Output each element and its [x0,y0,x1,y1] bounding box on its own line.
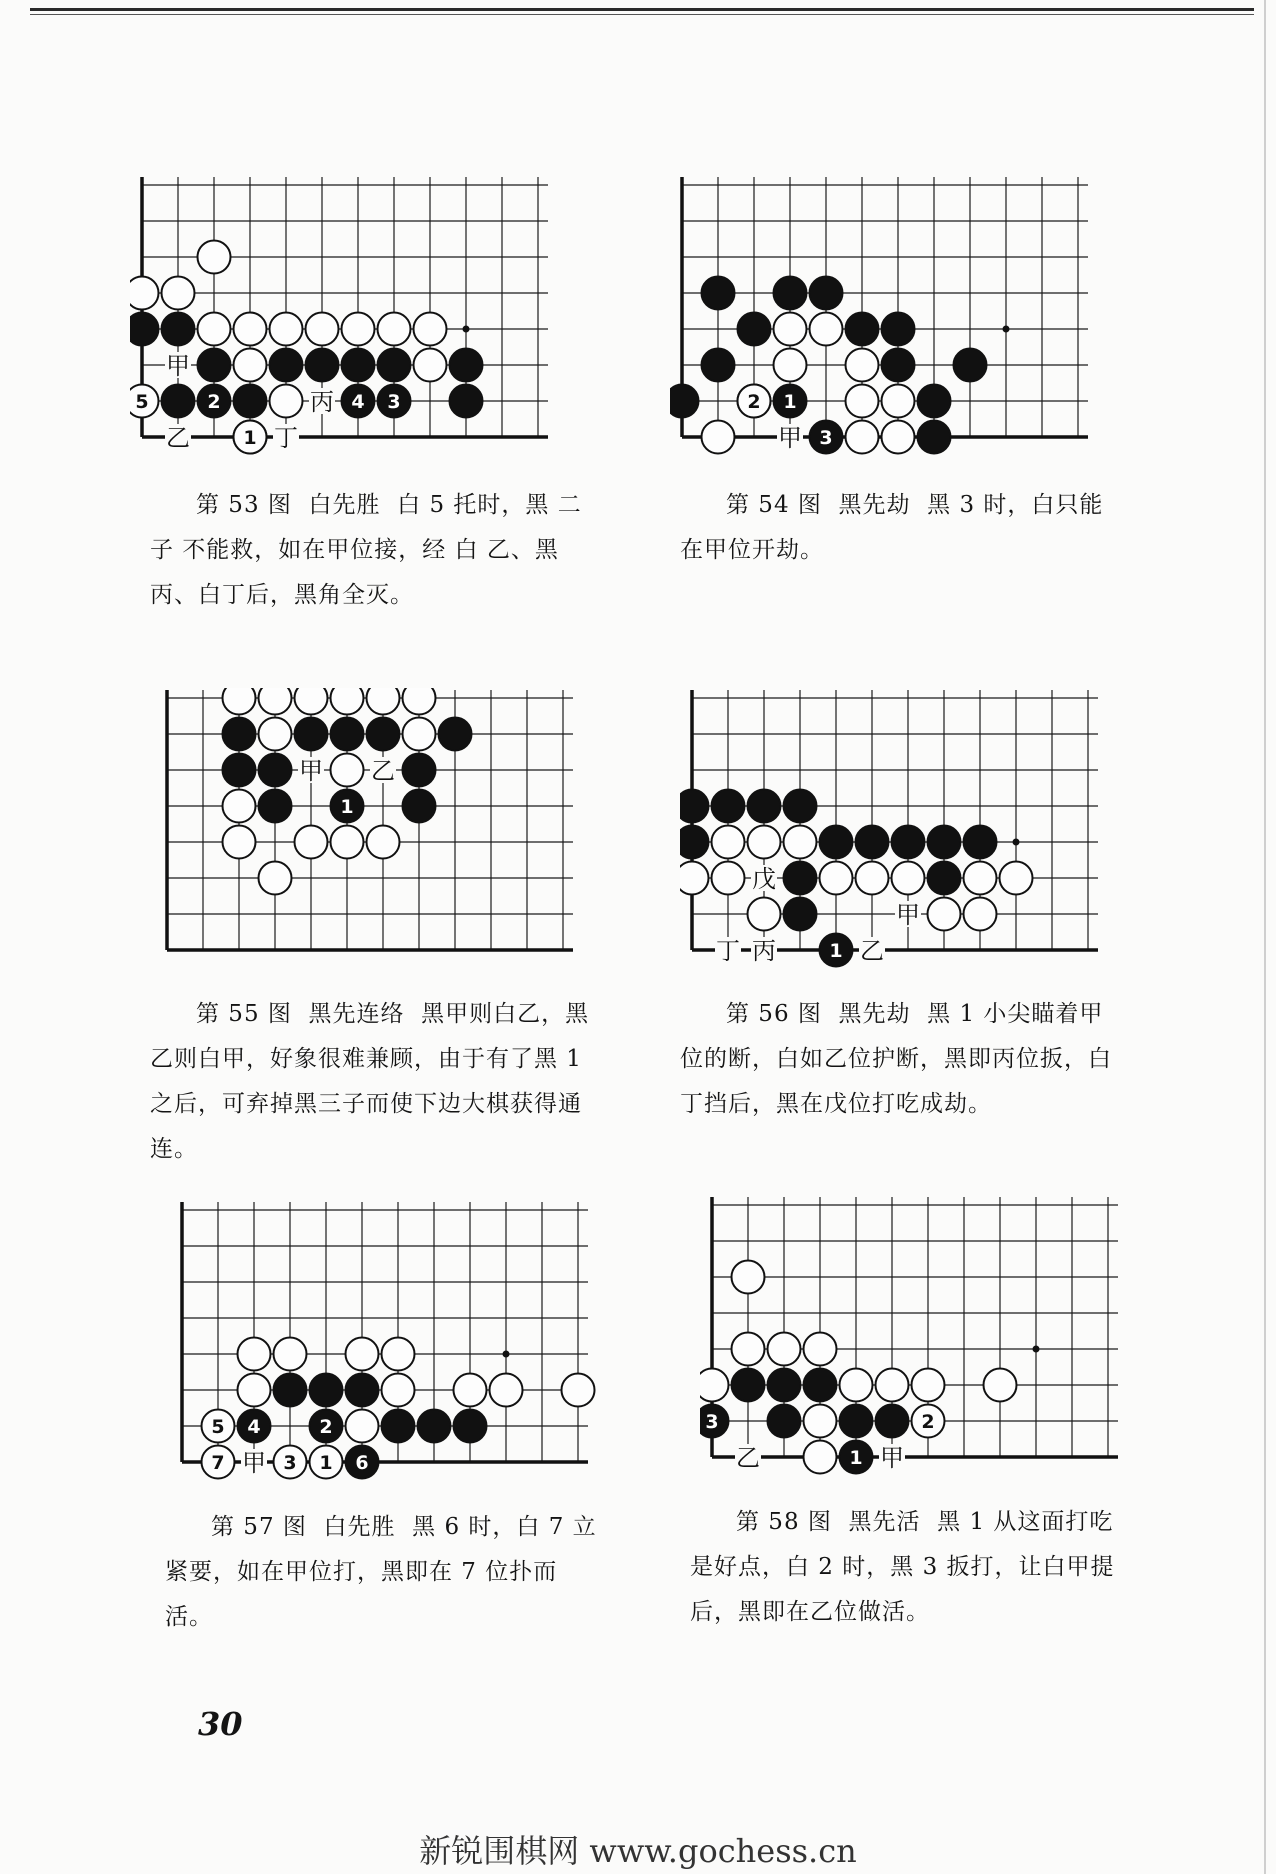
black-stone [223,718,256,751]
position-mark: 丁 [274,424,298,452]
white-stone [712,862,745,895]
white-stone [768,1333,801,1366]
white-stone [748,826,781,859]
position-mark: 乙 [371,757,395,785]
black-stone [820,826,853,859]
white-stone [846,385,879,418]
move-number: 1 [340,796,354,818]
black-stone [454,1410,487,1443]
go-board [170,1200,610,1490]
figure-title: 黑先劫 [838,492,911,518]
black-stone [450,349,483,382]
white-stone [367,826,400,859]
figure-title: 白先胜 [323,1514,396,1540]
black-stone [331,718,364,751]
black-stone [882,349,915,382]
black-stone [223,754,256,787]
move-number: 1 [849,1447,863,1469]
white-stone [984,1369,1017,1402]
white-stone [732,1261,765,1294]
black-stone [234,385,267,418]
white-stone [342,313,375,346]
black-stone [680,826,709,859]
white-stone [259,718,292,751]
figure-title: 黑先劫 [838,1001,911,1027]
figure-label: 第 58 图 [736,1509,832,1535]
white-stone [295,688,328,715]
white-stone [784,826,817,859]
black-stone [768,1405,801,1438]
figure-title: 黑先活 [848,1509,921,1535]
go-board [130,175,570,465]
black-stone [670,385,699,418]
position-mark: 甲 [166,352,190,380]
white-stone [234,313,267,346]
black-stone [439,718,472,751]
white-stone [414,349,447,382]
caption-57 [165,1505,605,1640]
figure-label: 第 56 图 [726,1001,822,1027]
black-stone [259,790,292,823]
black-stone [784,862,817,895]
move-number: 2 [921,1411,935,1433]
white-stone [912,1369,945,1402]
white-stone [234,349,267,382]
black-stone [918,421,951,454]
white-stone [238,1338,271,1371]
move-number: 4 [247,1416,261,1438]
move-number: 3 [283,1452,297,1474]
white-stone [162,277,195,310]
white-stone [804,1441,837,1474]
white-stone [846,421,879,454]
move-number: 2 [207,391,221,413]
move-number: 1 [243,427,257,449]
white-stone [259,688,292,715]
figure-label: 第 54 图 [726,492,822,518]
figure-text: 黑 3 时，白只能在甲位开劫。 [680,492,1104,563]
white-stone [490,1374,523,1407]
position-mark: 甲 [778,424,802,452]
white-stone [700,1369,729,1402]
figure-label: 第 57 图 [211,1514,307,1540]
white-stone [130,277,159,310]
white-stone [223,790,256,823]
white-stone [876,1369,909,1402]
figure-text: 黑 6 时，白 7 立紧要，如在甲位打，黑即在 7 位扑而活。 [165,1514,597,1630]
white-stone [403,718,436,751]
position-mark: 乙 [736,1444,760,1472]
white-stone [198,241,231,274]
figure-label: 第 53 图 [196,492,292,518]
black-stone [680,790,709,823]
black-stone [162,313,195,346]
black-stone [784,898,817,931]
move-number: 2 [747,391,761,413]
white-stone [562,1374,595,1407]
black-stone [748,790,781,823]
white-stone [223,826,256,859]
go-board [155,688,595,978]
black-stone [198,349,231,382]
white-stone [810,313,843,346]
figure-text: 黑 1 从这面打吃是好点，白 2 时，黑 3 扳打，让白甲提后，黑即在乙位做活。 [690,1509,1115,1625]
go-diagram-54 [670,175,1110,465]
white-stone [367,688,400,715]
move-number: 1 [783,391,797,413]
position-mark: 戊 [752,865,776,893]
white-stone [1000,862,1033,895]
white-stone [238,1374,271,1407]
black-stone [774,277,807,310]
white-stone [270,385,303,418]
black-stone [403,790,436,823]
star-point [463,326,470,333]
position-mark: 甲 [896,901,920,929]
watermark-text: 新锐围棋网 www.gochess.cn [419,1832,857,1870]
black-stone [702,349,735,382]
top-rule [30,8,1254,11]
black-stone [804,1369,837,1402]
black-stone [274,1374,307,1407]
figure-label: 第 55 图 [196,1001,292,1027]
black-stone [856,826,889,859]
white-stone [840,1369,873,1402]
go-diagram-57 [170,1200,610,1490]
black-stone [130,313,159,346]
white-stone [414,313,447,346]
white-stone [378,313,411,346]
white-stone [712,826,745,859]
figure-text: 白 5 托时，黑 二 子 不能救，如在甲位接，经 白 乙、黑丙、白丁后，黑角全灭。 [150,492,582,608]
white-stone [198,313,231,346]
black-stone [928,826,961,859]
black-stone [306,349,339,382]
figure-text: 黑甲则白乙，黑乙则白甲，好象很难兼顾，由于有了黑 1 之后，可弃掉黑三子而使下边大棋获得通连。 [150,1001,590,1162]
black-stone [954,349,987,382]
white-stone [382,1338,415,1371]
star-point [1003,326,1010,333]
black-stone [418,1410,451,1443]
figure-title: 白先胜 [308,492,381,518]
caption-53 [150,483,590,618]
move-number: 3 [819,427,833,449]
move-number: 7 [211,1452,225,1474]
black-stone [450,385,483,418]
white-stone [732,1333,765,1366]
white-stone [454,1374,487,1407]
move-number: 3 [387,391,401,413]
move-number: 6 [355,1452,369,1474]
black-stone [346,1374,379,1407]
white-stone [820,862,853,895]
black-stone [964,826,997,859]
white-stone [274,1338,307,1371]
go-board [670,175,1110,465]
caption-58 [690,1500,1130,1635]
white-stone [964,862,997,895]
go-diagram-55 [155,688,595,978]
top-rule-thin [30,14,1254,15]
black-stone [876,1405,909,1438]
move-number: 1 [319,1452,333,1474]
white-stone [804,1333,837,1366]
position-mark: 乙 [166,424,190,452]
white-stone [748,898,781,931]
white-stone [882,385,915,418]
black-stone [270,349,303,382]
white-stone [259,862,292,895]
black-stone [738,313,771,346]
white-stone [306,313,339,346]
black-stone [382,1410,415,1443]
black-stone [295,718,328,751]
white-stone [774,313,807,346]
move-number: 2 [319,1416,333,1438]
star-point [1033,1346,1040,1353]
white-stone [331,754,364,787]
black-stone [259,754,292,787]
black-stone [378,349,411,382]
black-stone [928,862,961,895]
black-stone [403,754,436,787]
black-stone [162,385,195,418]
black-stone [732,1369,765,1402]
white-stone [846,349,879,382]
move-number: 5 [135,391,149,413]
page-number: 30 [198,1705,243,1743]
white-stone [403,688,436,715]
move-number: 5 [211,1416,225,1438]
white-stone [964,898,997,931]
white-stone [774,349,807,382]
white-stone [702,421,735,454]
white-stone [331,826,364,859]
black-stone [712,790,745,823]
white-stone [331,688,364,715]
position-mark: 丙 [752,937,776,965]
caption-56 [680,992,1120,1127]
move-number: 3 [705,1411,719,1433]
caption-54 [680,483,1120,573]
black-stone [702,277,735,310]
black-stone [892,826,925,859]
white-stone [804,1405,837,1438]
go-diagram-56 [680,688,1120,978]
white-stone [680,862,709,895]
black-stone [810,277,843,310]
white-stone [856,862,889,895]
move-number: 4 [351,391,365,413]
black-stone [310,1374,343,1407]
position-mark: 甲 [880,1444,904,1472]
white-stone [928,898,961,931]
position-mark: 丁 [716,937,740,965]
black-stone [768,1369,801,1402]
position-mark: 甲 [299,757,323,785]
black-stone [882,313,915,346]
black-stone [846,313,879,346]
go-diagram-58 [700,1195,1140,1485]
white-stone [295,826,328,859]
white-stone [892,862,925,895]
white-stone [223,688,256,715]
position-mark: 甲 [242,1449,266,1477]
position-mark: 丙 [310,388,334,416]
figure-title: 黑先连络 [308,1001,405,1027]
star-point [1013,839,1020,846]
go-board [700,1195,1140,1485]
white-stone [382,1374,415,1407]
white-stone [346,1338,379,1371]
black-stone [342,349,375,382]
go-board [680,688,1120,978]
figure-text: 黑 1 小尖瞄着甲位的断，白如乙位护断，黑即丙位扳，白丁挡后，黑在戊位打吃成劫。 [680,1001,1112,1117]
white-stone [882,421,915,454]
move-number: 1 [829,940,843,962]
black-stone [367,718,400,751]
caption-55 [150,992,590,1172]
white-stone [346,1410,379,1443]
black-stone [840,1405,873,1438]
page-edge [1264,0,1266,1874]
black-stone [784,790,817,823]
black-stone [918,385,951,418]
go-diagram-53 [130,175,570,465]
white-stone [270,313,303,346]
position-mark: 乙 [860,937,884,965]
star-point [503,1351,510,1358]
